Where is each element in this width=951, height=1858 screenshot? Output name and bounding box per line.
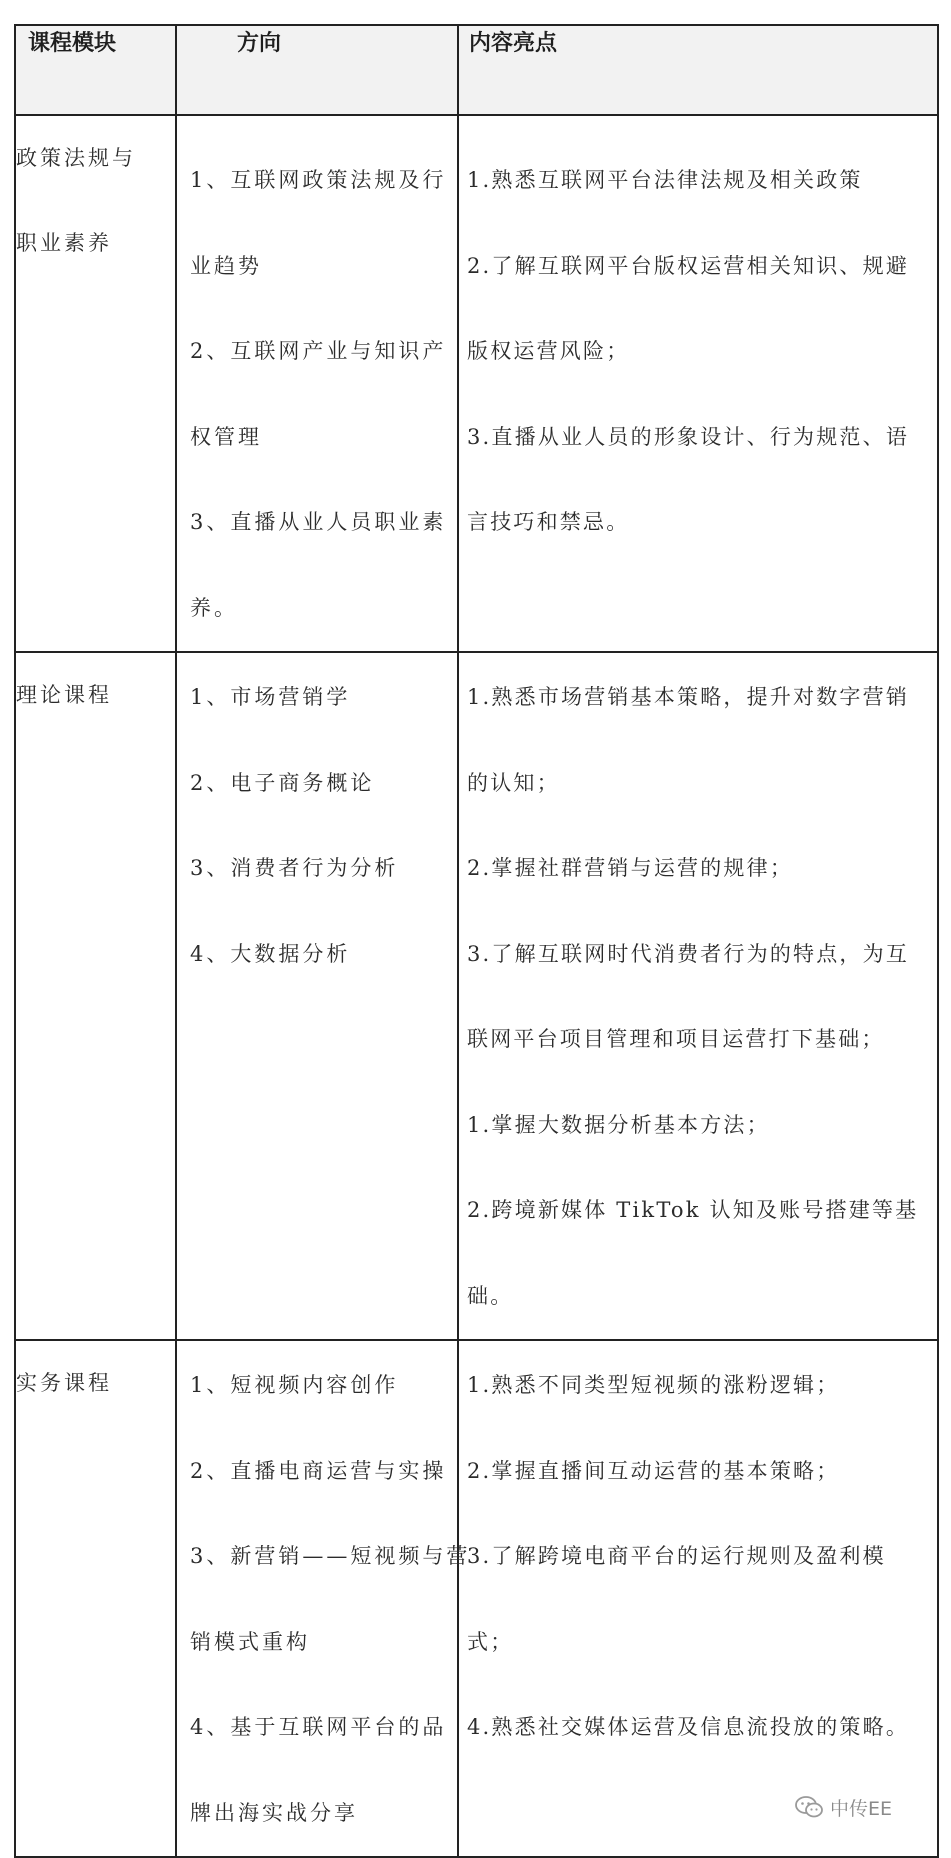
highlight-line: 版权运营风险； bbox=[467, 339, 630, 363]
watermark-text: 中传EE bbox=[830, 1797, 893, 1820]
wechat-icon bbox=[794, 1794, 824, 1820]
header-direction: 方向 bbox=[176, 25, 458, 115]
direction-line: 权管理 bbox=[190, 424, 262, 449]
highlight-line: 1.熟悉互联网平台法律法规及相关政策 bbox=[467, 168, 863, 192]
highlights-cell bbox=[458, 652, 938, 1340]
direction-line: 4、大数据分析 bbox=[190, 941, 351, 966]
header-module: 课程模块 bbox=[15, 25, 176, 115]
direction-cell bbox=[176, 1340, 471, 1857]
highlights-cell bbox=[458, 115, 938, 652]
watermark bbox=[794, 1792, 892, 1822]
direction-line: 牌出海实战分享 bbox=[190, 1800, 358, 1825]
header-row bbox=[15, 25, 938, 115]
highlight-line: 2.了解互联网平台版权运营相关知识、规避 bbox=[467, 253, 910, 278]
direction-line: 业趋势 bbox=[190, 253, 262, 278]
direction-line: 2、互联网产业与知识产 bbox=[190, 339, 447, 363]
highlight-line: 2.掌握直播间互动运营的基本策略； bbox=[467, 1458, 840, 1483]
direction-cell bbox=[176, 652, 458, 1340]
highlight-line: 3.了解互联网时代消费者行为的特点，为互 bbox=[467, 941, 910, 966]
module-cell bbox=[15, 652, 176, 1340]
direction-line: 1、互联网政策法规及行 bbox=[190, 168, 447, 192]
direction-line: 1、市场营销学 bbox=[190, 685, 351, 709]
highlight-line: 3.直播从业人员的形象设计、行为规范、语 bbox=[467, 424, 910, 449]
highlights-cell bbox=[458, 1340, 938, 1857]
module-label: 政策法规与 bbox=[16, 146, 136, 170]
highlight-line: 1.掌握大数据分析基本方法； bbox=[467, 1112, 770, 1137]
direction-line: 2、直播电商运营与实操 bbox=[190, 1458, 447, 1483]
module-label: 职业素养 bbox=[16, 231, 112, 255]
highlight-line: 4.熟悉社交媒体运营及信息流投放的策略。 bbox=[467, 1715, 910, 1739]
table-row bbox=[15, 652, 938, 1340]
highlight-line: 3.了解跨境电商平台的运行规则及盈利模 bbox=[467, 1544, 886, 1568]
highlight-line: 2.掌握社群营销与运营的规律； bbox=[467, 856, 794, 880]
highlight-line: 言技巧和禁忌。 bbox=[467, 510, 630, 534]
course-table bbox=[14, 24, 939, 1858]
header-highlights: 内容亮点 bbox=[458, 25, 938, 115]
module-label: 实务课程 bbox=[16, 1371, 112, 1395]
direction-line: 1、短视频内容创作 bbox=[190, 1373, 399, 1397]
highlight-line: 1.熟悉市场营销基本策略，提升对数字营销 bbox=[467, 685, 910, 709]
direction-line: 3、消费者行为分析 bbox=[190, 856, 399, 880]
highlight-line: 联网平台项目管理和项目运营打下基础； bbox=[467, 1027, 885, 1051]
module-label: 理论课程 bbox=[16, 683, 112, 707]
module-cell bbox=[15, 1340, 176, 1857]
highlight-line: 础。 bbox=[467, 1283, 514, 1308]
highlight-line: 式； bbox=[467, 1629, 514, 1654]
direction-line: 4、基于互联网平台的品 bbox=[190, 1715, 447, 1739]
table-row bbox=[15, 115, 938, 652]
direction-cell bbox=[176, 115, 458, 652]
direction-line: 3、直播从业人员职业素 bbox=[190, 510, 447, 534]
direction-line: 2、电子商务概论 bbox=[190, 770, 375, 795]
highlight-line: 的认知； bbox=[467, 770, 560, 795]
direction-line: 养。 bbox=[190, 595, 238, 620]
direction-line: 销模式重构 bbox=[190, 1629, 310, 1654]
highlight-line: 1.熟悉不同类型短视频的涨粉逻辑； bbox=[467, 1373, 840, 1397]
module-cell bbox=[15, 115, 176, 652]
table-row bbox=[15, 1340, 938, 1857]
direction-line: 3、新营销——短视频与营 bbox=[190, 1544, 471, 1568]
highlight-line: 2.跨境新媒体 TikTok 认知及账号搭建等基 bbox=[467, 1198, 919, 1222]
